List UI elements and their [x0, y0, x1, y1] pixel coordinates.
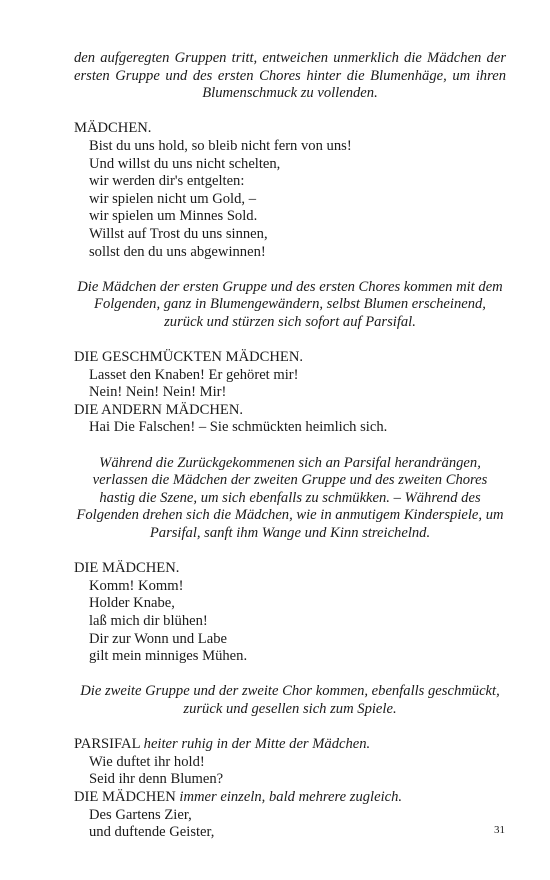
speaker-name: PARSIFAL: [74, 736, 140, 753]
stage-direction-line: Die zweite Gruppe und der zweite Chor kommen, ebenfalls geschmückt,: [80, 683, 500, 700]
stage-direction-line: den aufgeregten Gruppen tritt, entweichen unmerklich die Mädchen der: [74, 50, 506, 66]
stage-direction-line: Blumenschmuck zu vollenden.: [202, 85, 378, 102]
verse-line: Bist du uns hold, so bleib nicht fern von uns!: [89, 137, 352, 154]
verse-line: wir werden dir's entgelten:: [89, 173, 245, 190]
stage-direction: [74, 683, 506, 718]
verse-line: Willst auf Trost du uns sinnen,: [89, 225, 268, 242]
page-number: 31: [494, 824, 505, 836]
spacer: [74, 332, 506, 350]
stage-direction-line: Die Mädchen der ersten Gruppe und des ersten Chores kommen mit: [77, 278, 475, 295]
speaker-line: [74, 789, 506, 807]
verse-line: laß mich dir blühen!: [89, 613, 208, 629]
verse-line: Komm! Komm!: [89, 577, 184, 594]
verse-line: Holder Knabe,: [89, 595, 175, 612]
speaker-line: [74, 349, 506, 367]
stage-direction-line: herandrängen, verlassen die Mädchen der zweiten Gruppe und des: [92, 454, 481, 489]
stage-direction: [74, 279, 506, 332]
speaker-line: [74, 736, 506, 754]
stage-direction: [74, 50, 506, 103]
spacer: [74, 543, 506, 561]
speaker-name: DIE MÄDCHEN: [74, 788, 176, 805]
stage-direction-line: Kinderspiele, um Parsifal, sanft ihm Wange und Kinn streichelnd.: [149, 507, 504, 542]
stage-direction-line: Während des Folgenden drehen sich die Mädchen, wie in anmutigem: [76, 489, 481, 524]
verse-line: wir spielen um Minnes Sold.: [89, 208, 258, 225]
verse-line: Wie duftet ihr hold!: [89, 753, 205, 770]
spacer: [74, 666, 506, 684]
page-text: [74, 50, 506, 842]
verse-line: Des Gartens Zier,: [89, 806, 192, 823]
verse-line: sollst den du uns abgewinnen!: [89, 243, 266, 260]
verse-line: Nein! Nein! Nein! Mir!: [89, 384, 227, 401]
stage-direction-line: dem Folgenden, ganz in Blumengewändern, selbst Blumen erscheinend,: [94, 278, 503, 313]
verse-line: Hai Die Falschen! – Sie schmückten heimlich sich.: [89, 419, 388, 436]
speaker-name: DIE GESCHMÜCKTEN MÄDCHEN.: [74, 349, 304, 366]
stage-direction-line: ersten Gruppe und des ersten Chores hinter die Blumenhäge, um ihren: [74, 67, 506, 84]
verse-line: Lasset den Knaben! Er gehöret mir!: [89, 366, 299, 383]
stage-direction-line: zweiten Chores hastig die Szene, um sich ebenfalls zu schmükken. –: [99, 472, 488, 506]
speaker-name: DIE MÄDCHEN.: [74, 560, 180, 577]
speaker-direction: immer einzeln, bald mehrere zugleich.: [179, 788, 403, 805]
speaker-name: DIE ANDERN MÄDCHEN.: [74, 401, 244, 418]
stage-direction: [74, 455, 506, 543]
speaker-direction: heiter ruhig in der Mitte der Mädchen.: [143, 736, 371, 753]
verse-line: Dir zur Wonn und Labe: [89, 630, 227, 647]
speaker-line: [74, 120, 506, 138]
spacer: [74, 437, 506, 455]
spacer: [74, 719, 506, 737]
verse-line: Und willst du uns nicht schelten,: [89, 155, 281, 172]
stage-direction-line: zurück und stürzen sich sofort auf Parsifal.: [164, 313, 416, 330]
verse-line: gilt mein minniges Mühen.: [89, 648, 248, 665]
verse-line: wir spielen nicht um Gold, –: [89, 190, 256, 207]
speaker-line: [74, 560, 506, 578]
speaker-name: MÄDCHEN.: [74, 120, 152, 137]
verse-line: und duftende Geister,: [89, 824, 215, 841]
spacer: [74, 261, 506, 279]
verse-line: Seid ihr denn Blumen?: [89, 771, 224, 788]
spacer: [74, 103, 506, 121]
stage-direction-line: Während die Zurückgekommenen sich an Parsifal: [99, 454, 391, 471]
stage-direction-line: zurück und gesellen sich zum Spiele.: [183, 700, 397, 717]
speaker-line: [74, 402, 506, 420]
